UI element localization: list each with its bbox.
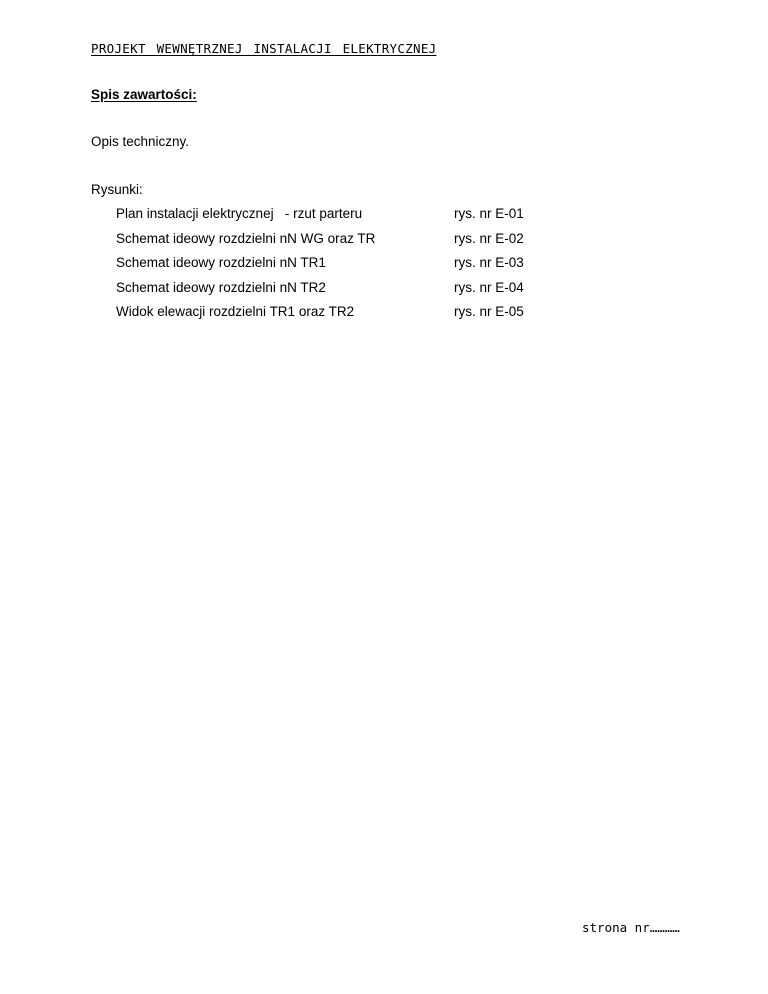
drawing-name: Schemat ideowy rozdzielni nN WG oraz TR: [116, 230, 376, 246]
drawing-row: [116, 304, 536, 329]
drawing-number: rys. nr E-01: [454, 206, 524, 221]
drawings-list: [116, 206, 536, 329]
drawing-name: Plan instalacji elektrycznej - rzut parteru: [116, 206, 363, 221]
drawing-row: [116, 231, 536, 256]
page-number-footer: strona nr…………: [582, 920, 680, 935]
drawing-name: Schemat ideowy rozdzielni nN TR1: [116, 255, 326, 270]
document-header-title: PROJEKT WEWNĘTRZNEJ INSTALACJI ELEKTRYCZNEJ: [91, 41, 437, 56]
drawing-number: rys. nr E-04: [454, 279, 524, 295]
drawings-label: Rysunki:: [91, 182, 143, 197]
drawing-name: Widok elewacji rozdzielni TR1 oraz TR2: [116, 304, 355, 319]
drawing-name: Schemat ideowy rozdzielni nN TR2: [116, 279, 326, 295]
drawing-row: [116, 206, 536, 231]
technical-description-entry: Opis techniczny.: [91, 134, 190, 149]
drawing-row: [116, 255, 536, 280]
table-of-contents-title: Spis zawartości:: [91, 87, 197, 102]
drawing-row: [116, 280, 536, 305]
drawing-number: rys. nr E-03: [454, 255, 524, 270]
drawing-number: rys. nr E-05: [454, 304, 524, 319]
drawing-number: rys. nr E-02: [454, 230, 524, 246]
